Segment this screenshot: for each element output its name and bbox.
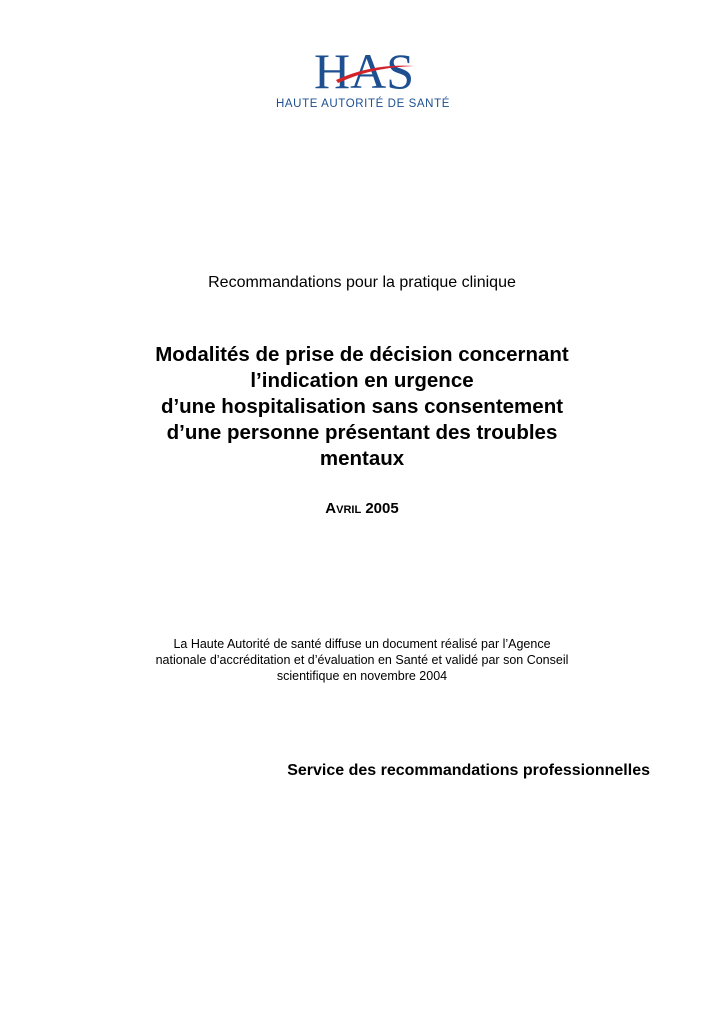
document-title xyxy=(92,342,632,472)
note-line: scientifique en novembre 2004 xyxy=(276,669,448,683)
has-logo-mark xyxy=(274,40,452,98)
title-line: Modalités de prise de décision concernant xyxy=(155,343,569,366)
logo-acronym-text: HAS xyxy=(314,43,415,98)
publication-month: Avril xyxy=(325,500,362,517)
document-category: Recommandations pour la pratique clinique xyxy=(208,274,516,291)
note-line: nationale d’accréditation et d’évaluation en Santé et validé par son Conseil xyxy=(155,653,569,667)
publication-note xyxy=(102,636,622,684)
note-line: La Haute Autorité de santé diffuse un document réalisé par l’Agence xyxy=(173,637,551,651)
has-logo xyxy=(274,40,452,116)
service-name: Service des recommandations professionnelles xyxy=(287,762,650,779)
publication-date xyxy=(0,500,724,517)
title-line: mentaux xyxy=(319,447,405,470)
logo-organization-name: HAUTE AUTORITÉ DE SANTÉ xyxy=(276,98,450,110)
publication-year: 2005 xyxy=(365,500,399,517)
title-line: l’indication en urgence xyxy=(250,369,474,392)
title-line: d’une hospitalisation sans consentement xyxy=(160,395,564,418)
title-line: d’une personne présentant des troubles xyxy=(166,421,558,444)
